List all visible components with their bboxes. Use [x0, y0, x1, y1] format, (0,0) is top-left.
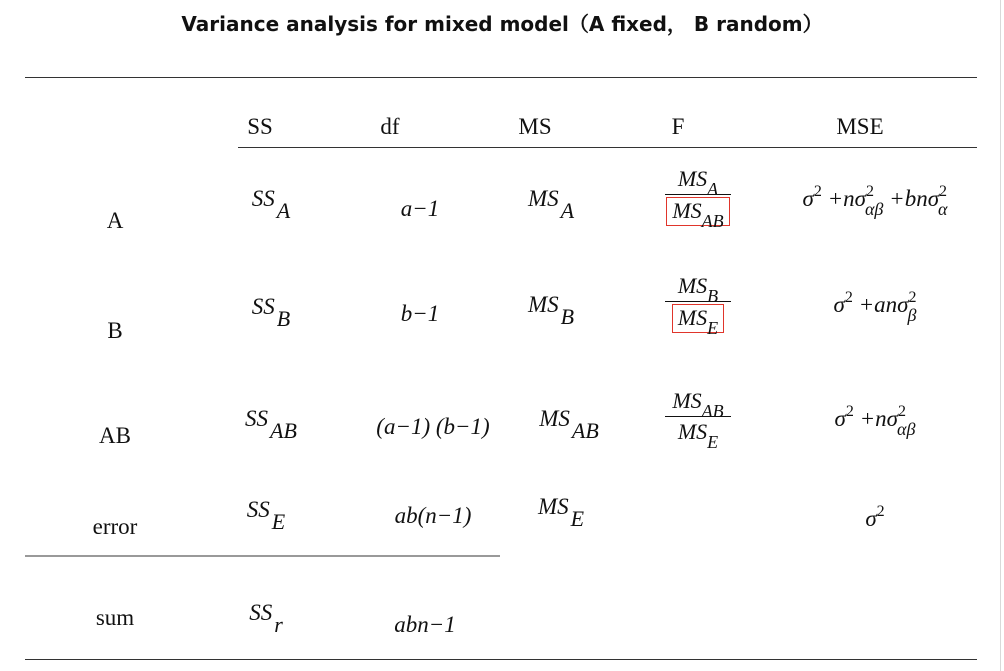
- df-b: b−1: [400, 301, 440, 326]
- bottom-rule: [25, 659, 977, 660]
- f-ratio-ab: [643, 388, 753, 452]
- mse-b: $\sigma^2 +an\sigma^2_\beta$: [833, 289, 917, 325]
- f-ratio-ab-numerator: $MS_{AB}$: [672, 388, 724, 421]
- row-label-sum: sum: [95, 605, 135, 630]
- df-sum: abn−1: [394, 612, 456, 637]
- fraction-bar: [665, 301, 731, 302]
- mse-error: $\sigma^2$: [865, 503, 885, 531]
- f-ratio-a: [643, 166, 753, 231]
- ss-sum: SSr: [249, 600, 283, 637]
- mse-ab: $\sigma^2 +n\sigma^2_{\alpha\beta}$: [834, 403, 916, 439]
- header-mse: MSE: [836, 114, 884, 139]
- header-f: F: [671, 114, 685, 139]
- df-error: ab(n−1): [394, 503, 472, 528]
- page-title: Variance analysis for mixed model（A fixed， B random）: [181, 12, 823, 36]
- sum-rule: [25, 555, 500, 557]
- header-df: df: [380, 114, 400, 139]
- ms-ab: MSAB: [539, 406, 599, 443]
- row-label-b: B: [107, 318, 123, 343]
- row-label-a: A: [106, 208, 124, 233]
- fraction-bar: [665, 194, 731, 195]
- f-ratio-ab-denominator: $MS_E$: [677, 419, 719, 452]
- ss-error: SSE: [246, 497, 286, 534]
- ms-b: MSB: [527, 292, 575, 329]
- ms-a: MSA: [527, 186, 575, 223]
- header-rule: [238, 147, 977, 148]
- f-ratio-b: [643, 273, 753, 338]
- row-label-error: error: [92, 514, 138, 539]
- mse-a: $\sigma^2 +n\sigma^2_{\alpha\beta} +bn\sigma^2_\alpha$: [802, 183, 948, 219]
- ss-b: SSB: [251, 294, 291, 331]
- f-ratio-a-numerator: $MS_A$: [677, 166, 719, 199]
- top-rule: [25, 77, 977, 78]
- header-ms: MS: [518, 114, 552, 139]
- f-ratio-b-numerator: $MS_B$: [677, 273, 719, 306]
- df-a: a−1: [400, 196, 440, 221]
- ss-ab: SSAB: [245, 406, 297, 443]
- ms-error: MSE: [537, 494, 585, 531]
- f-ratio-b-denominator-highlight: $MS_E$: [672, 304, 724, 333]
- window-edge: [1000, 0, 1001, 671]
- header-ss: SS: [247, 114, 273, 139]
- row-label-ab: AB: [99, 423, 131, 448]
- ss-a: SSA: [251, 186, 291, 223]
- f-ratio-a-denominator-highlight: $MS_{AB}$: [666, 197, 729, 226]
- df-ab: (a−1) (b−1): [376, 414, 490, 439]
